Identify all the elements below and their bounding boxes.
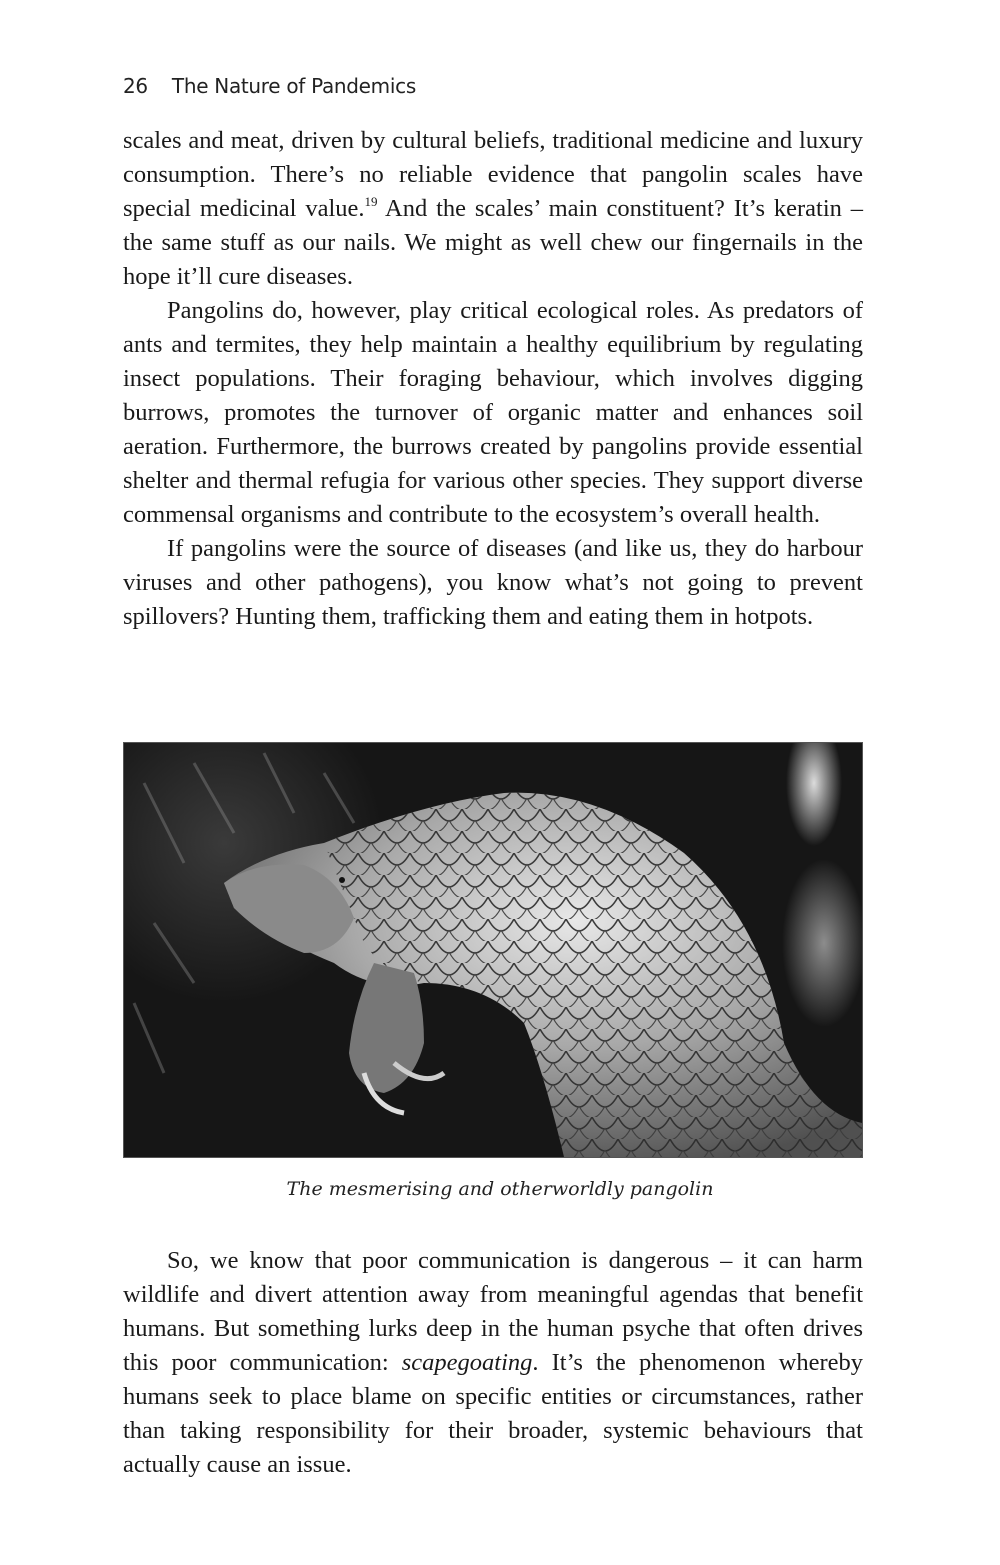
paragraph-4: So, we know that poor communication is dangerous – it can harm wildlife and divert attention away from meaningful agendas that benefit humans. But something lurks deep in the human psyche that often drives this poor communication: scapegoating. It’s the phenomenon whereby humans seek to place blame on specific entities or circumstances, rather than taking responsibility for their broader, systemic behaviours that actually cause an issue. [123, 1247, 863, 1478]
paragraph-3: If pangolins were the source of diseases (and like us, they do harbour viruses and other pathogens), you know what’s not going to prevent spillovers? Hunting them, trafficking them and eating them in hotpots. [123, 535, 863, 630]
body-text-top [123, 124, 863, 634]
paragraph-2: Pangolins do, however, play critical ecological roles. As predators of ants and termites, they help maintain a healthy equilibrium by regulating insect populations. Their foraging behaviour, which involves digging burrows, promotes the turnover of organic matter and enhances soil aeration. Furthermore, the burrows created by pangolins provide essential shelter and thermal refugia for various other species. They support diverse commensal organisms and contribute to the ecosystem’s overall health. [123, 297, 863, 528]
footnote-ref[interactable]: 19 [364, 194, 378, 209]
paragraph-1: scales and meat, driven by cultural beliefs, traditional medicine and luxury consumption. There’s no reliable evidence that pangolin scales have special medicinal value.$^{19}$ And the scales’ main constituent? It’s keratin – the same stuff as our nails. We might as well chew our fingernails in the hope it’ll cure diseases. [123, 127, 863, 290]
page-number: 26 [123, 74, 148, 98]
pangolin-illustration [124, 743, 862, 1157]
running-head [123, 74, 416, 98]
body-text-bottom [123, 1244, 863, 1482]
figure-caption: The mesmerising and otherworldly pangolin [286, 1178, 714, 1200]
pangolin-photo [123, 742, 863, 1158]
emphasis-term: scapegoating [401, 1349, 533, 1376]
book-title: The Nature of Pandemics [171, 74, 416, 98]
